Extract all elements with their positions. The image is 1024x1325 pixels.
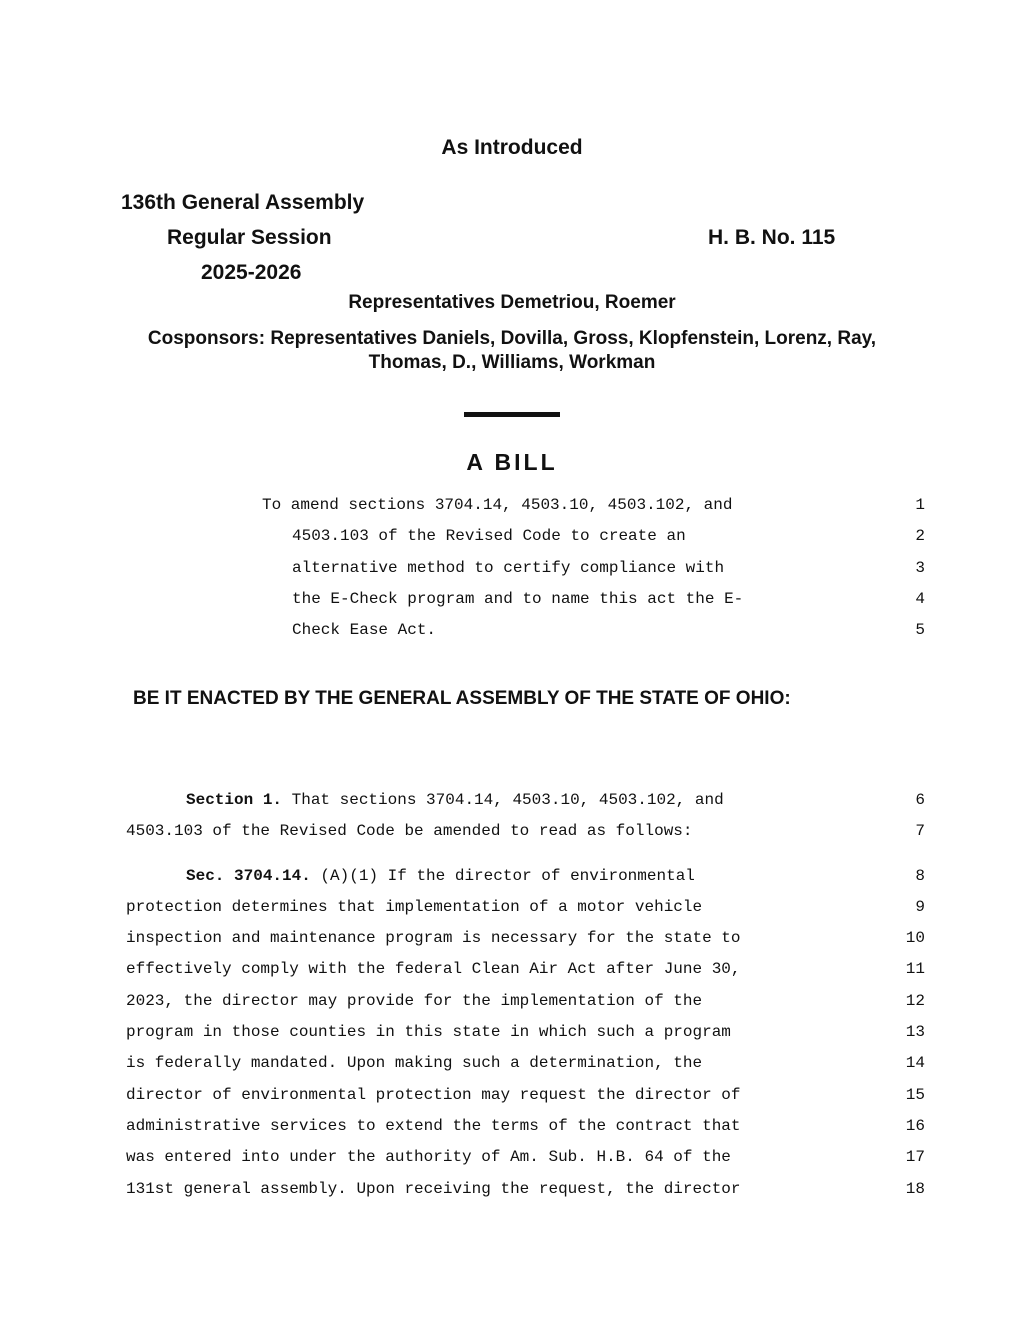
sec-line: administrative services to extend the terms of the contract that <box>126 1117 741 1135</box>
title-line: alternative method to certify compliance with <box>292 559 725 577</box>
section-1-line <box>186 791 724 809</box>
enacting-clause: BE IT ENACTED BY THE GENERAL ASSEMBLY OF THE STATE OF OHIO: <box>133 688 791 709</box>
line-number: 15 <box>905 1086 925 1104</box>
sec-line: director of environmental protection may request the director of <box>126 1086 741 1104</box>
line-number: 7 <box>915 822 925 840</box>
sec-line: effectively comply with the federal Clean Air Act after June 30, <box>126 960 741 978</box>
section-1-line: 4503.103 of the Revised Code be amended to read as follows: <box>126 822 693 840</box>
sec-line: 131st general assembly. Upon receiving the request, the director <box>126 1180 741 1198</box>
line-number: 1 <box>915 496 925 514</box>
title-line: the E-Check program and to name this act the E- <box>292 590 744 608</box>
line-number: 11 <box>905 960 925 978</box>
line-number: 18 <box>905 1180 925 1198</box>
session-years: 2025-2026 <box>201 261 302 284</box>
bill-number: H. B. No. 115 <box>708 226 836 249</box>
line-number: 8 <box>915 867 925 885</box>
line-number: 12 <box>905 992 925 1010</box>
sec-label: Sec. 3704.14. <box>186 867 311 885</box>
title-line: To amend sections 3704.14, 4503.10, 4503.102, and <box>262 496 733 514</box>
sec-line: inspection and maintenance program is necessary for the state to <box>126 929 741 947</box>
line-number: 4 <box>915 590 925 608</box>
cosponsors <box>0 327 1024 375</box>
line-number: 16 <box>905 1117 925 1135</box>
title-line: Check Ease Act. <box>292 621 437 639</box>
line-number: 17 <box>905 1148 925 1166</box>
sec-line: protection determines that implementation of a motor vehicle <box>126 898 703 916</box>
sponsors: Representatives Demetriou, Roemer <box>348 292 676 313</box>
line-number: 6 <box>915 791 925 809</box>
line-number: 5 <box>915 621 925 639</box>
sec-line: was entered into under the authority of Am. Sub. H.B. 64 of the <box>126 1148 731 1166</box>
sec-line <box>186 867 695 885</box>
sec-line: is federally mandated. Upon making such a determination, the <box>126 1054 703 1072</box>
bill-status: As Introduced <box>441 136 583 159</box>
cosponsors-text: Cosponsors: Representatives Daniels, Dovilla, Gross, Klopfenstein, Lorenz, Ray, Thomas, D., Williams, Workman <box>147 328 877 373</box>
line-number: 13 <box>905 1023 925 1041</box>
title-line: 4503.103 of the Revised Code to create an <box>292 527 686 545</box>
bill-heading: A BILL <box>466 449 558 475</box>
sec-text: (A)(1) If the director of environmental <box>310 867 695 885</box>
line-number: 10 <box>905 929 925 947</box>
divider-rule <box>464 412 560 417</box>
line-number: 14 <box>905 1054 925 1072</box>
sec-line: 2023, the director may provide for the implementation of the <box>126 992 703 1010</box>
section-label: Section 1. <box>186 791 283 809</box>
line-number: 9 <box>915 898 925 916</box>
general-assembly: 136th General Assembly <box>121 191 365 214</box>
sec-line: program in those counties in this state in which such a program <box>126 1023 731 1041</box>
session-label: Regular Session <box>167 226 332 249</box>
section-text: That sections 3704.14, 4503.10, 4503.102, and <box>282 791 724 809</box>
line-number: 2 <box>915 527 925 545</box>
line-number: 3 <box>915 559 925 577</box>
